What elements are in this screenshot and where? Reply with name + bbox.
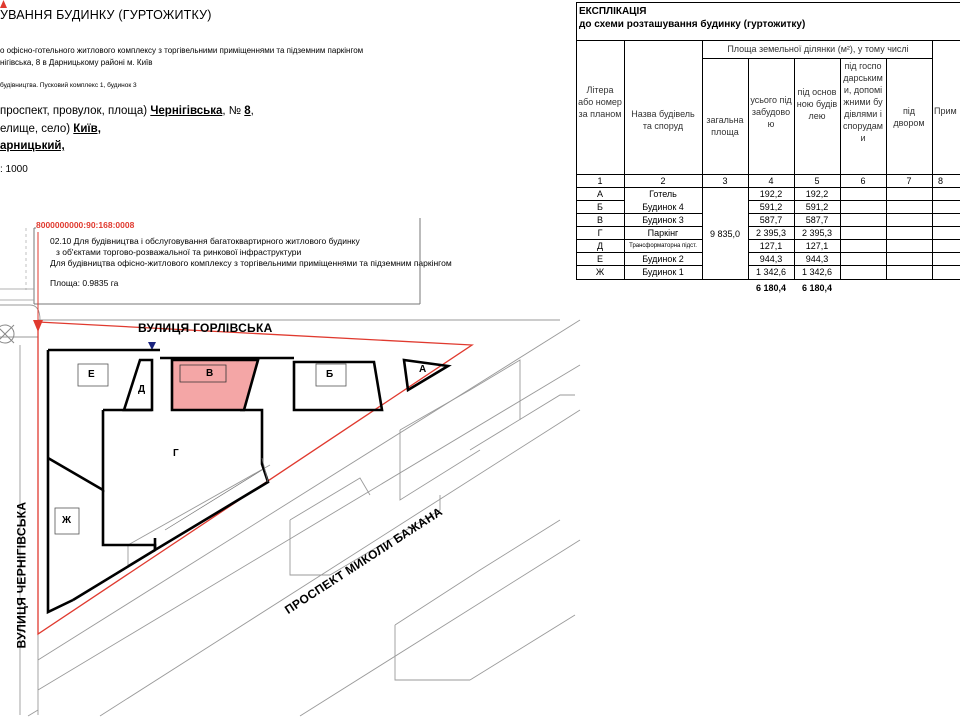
parcel-purpose-line-3: Для будівництва офісно-житлового комплексу з торгівельними приміщеннями та підземним паркінгом <box>50 258 452 268</box>
cadastral-number: 8000000000:90:168:0008 <box>36 220 135 230</box>
parcel-area: Площа: 0.9835 га <box>50 278 119 288</box>
col-total: загальна площа <box>706 115 744 137</box>
row-built: 192,2 <box>759 189 783 199</box>
col-letter: Літера або номер за планом <box>578 85 622 119</box>
row-main: 1 342,6 <box>801 267 833 277</box>
row-built: 944,3 <box>759 254 783 264</box>
building-label-zh: Ж <box>62 515 72 526</box>
row-name: Готель <box>649 189 677 199</box>
description-line-1: о офісно-готельного житлового комплексу з торгівельними приміщеннями та підземним паркінгом <box>0 46 364 55</box>
building-label-b: Б <box>326 369 334 380</box>
col-note: Прим <box>934 106 957 116</box>
col-number-2: 2 <box>660 176 666 186</box>
table-subtitle: до схеми розташування будинку (гуртожитку) <box>579 19 806 30</box>
row-letter: Е <box>596 254 603 264</box>
building-v-highlight <box>172 360 258 410</box>
scale: : 1000 <box>0 164 28 175</box>
col-number-1: 1 <box>597 176 603 186</box>
address-line-1-end: , <box>250 105 254 117</box>
row-built: 127,1 <box>759 241 783 251</box>
col-number-3: 3 <box>722 176 728 186</box>
row-built: 587,7 <box>759 215 783 225</box>
col-number-6: 6 <box>860 176 866 186</box>
document-title: УВАННЯ БУДИНКУ (ГУРТОЖИТКУ) <box>0 8 212 22</box>
table-title: ЕКСПЛІКАЦІЯ <box>579 6 647 17</box>
col-area-group: Площа земельної ділянки (м²), у тому числі <box>727 44 909 54</box>
row-name: Будинок 4 <box>642 202 684 212</box>
building-label-e: Е <box>88 369 95 380</box>
row-name: Будинок 2 <box>642 254 684 264</box>
row-name: Паркінг <box>647 228 679 238</box>
row-letter: В <box>596 215 603 225</box>
address-city-prefix: елище, село) <box>0 123 74 135</box>
parcel-purpose-line-1: 02.10 Для будівництва і обслуговування багатоквартирного житлового будинку <box>50 236 360 246</box>
description-line-2: нігівська, 8 в Дарницькому районі м. Київ <box>0 58 153 67</box>
row-letter: Б <box>597 202 603 212</box>
address-city: Київ, <box>73 123 101 135</box>
row-main: 127,1 <box>805 241 829 251</box>
address-number: 8 <box>244 105 251 117</box>
col-number-5: 5 <box>814 176 820 186</box>
intersection-symbol <box>0 325 14 343</box>
col-number-4: 4 <box>768 176 774 186</box>
row-built: 591,2 <box>759 202 783 212</box>
row-letter: Г <box>597 228 603 238</box>
col-yard: під двором <box>893 106 925 128</box>
row-letter: А <box>596 189 603 199</box>
address-district: арницький, <box>0 140 65 152</box>
col-name: Назва будівель та споруд <box>631 109 695 131</box>
col-built: усього під забудовою <box>750 95 792 129</box>
address-prefix: проспект, провулок, площа) <box>0 105 151 117</box>
row-letter: Ж <box>595 267 605 277</box>
row-name: Будинок 1 <box>642 267 684 277</box>
row-built: 2 395,3 <box>755 228 787 238</box>
sum-main: 6 180,4 <box>801 283 833 293</box>
col-number-7: 7 <box>906 176 912 186</box>
building-label-v: В <box>206 368 214 379</box>
building-label-a: А <box>419 364 427 375</box>
explication-table <box>576 2 960 292</box>
building-label-d: Д <box>138 384 146 395</box>
row-main: 587,7 <box>805 215 829 225</box>
row-main: 2 395,3 <box>801 228 833 238</box>
total-area: 9 835,0 <box>709 229 741 239</box>
street-label-horlivska: ВУЛИЦЯ ГОРЛІВСЬКА <box>138 321 273 335</box>
col-main: під основною будівлею <box>796 87 838 121</box>
street-label-bazhana: ПРОСПЕКТ МИКОЛИ БАЖАНА <box>282 504 445 617</box>
row-name: Будинок 3 <box>642 215 684 225</box>
row-built: 1 342,6 <box>755 267 787 277</box>
row-main: 591,2 <box>805 202 829 212</box>
row-letter: Д <box>596 241 604 251</box>
construction-stage-text: будівництва. Пусковий комплекс 1, будинок 3 <box>0 82 137 89</box>
row-main: 944,3 <box>805 254 829 264</box>
address-street: Чернігівська <box>150 105 223 117</box>
parcel-purpose-line-2: з об'єктами торгово-розважальної та ринкової інфраструктури <box>56 247 302 257</box>
address-number-prefix: , № <box>222 105 245 117</box>
street-label-chernihivska: ВУЛИЦЯ ЧЕРНІГІВСЬКА <box>14 501 29 649</box>
row-name: Трансформаторна підст. <box>629 243 697 249</box>
building-label-h: Г <box>173 448 179 459</box>
col-number-8: 8 <box>938 176 944 186</box>
row-main: 192,2 <box>805 189 829 199</box>
sum-built: 6 180,4 <box>755 283 787 293</box>
col-aux: під господарськими, допоміжними будівлями і спорудами <box>843 61 883 143</box>
